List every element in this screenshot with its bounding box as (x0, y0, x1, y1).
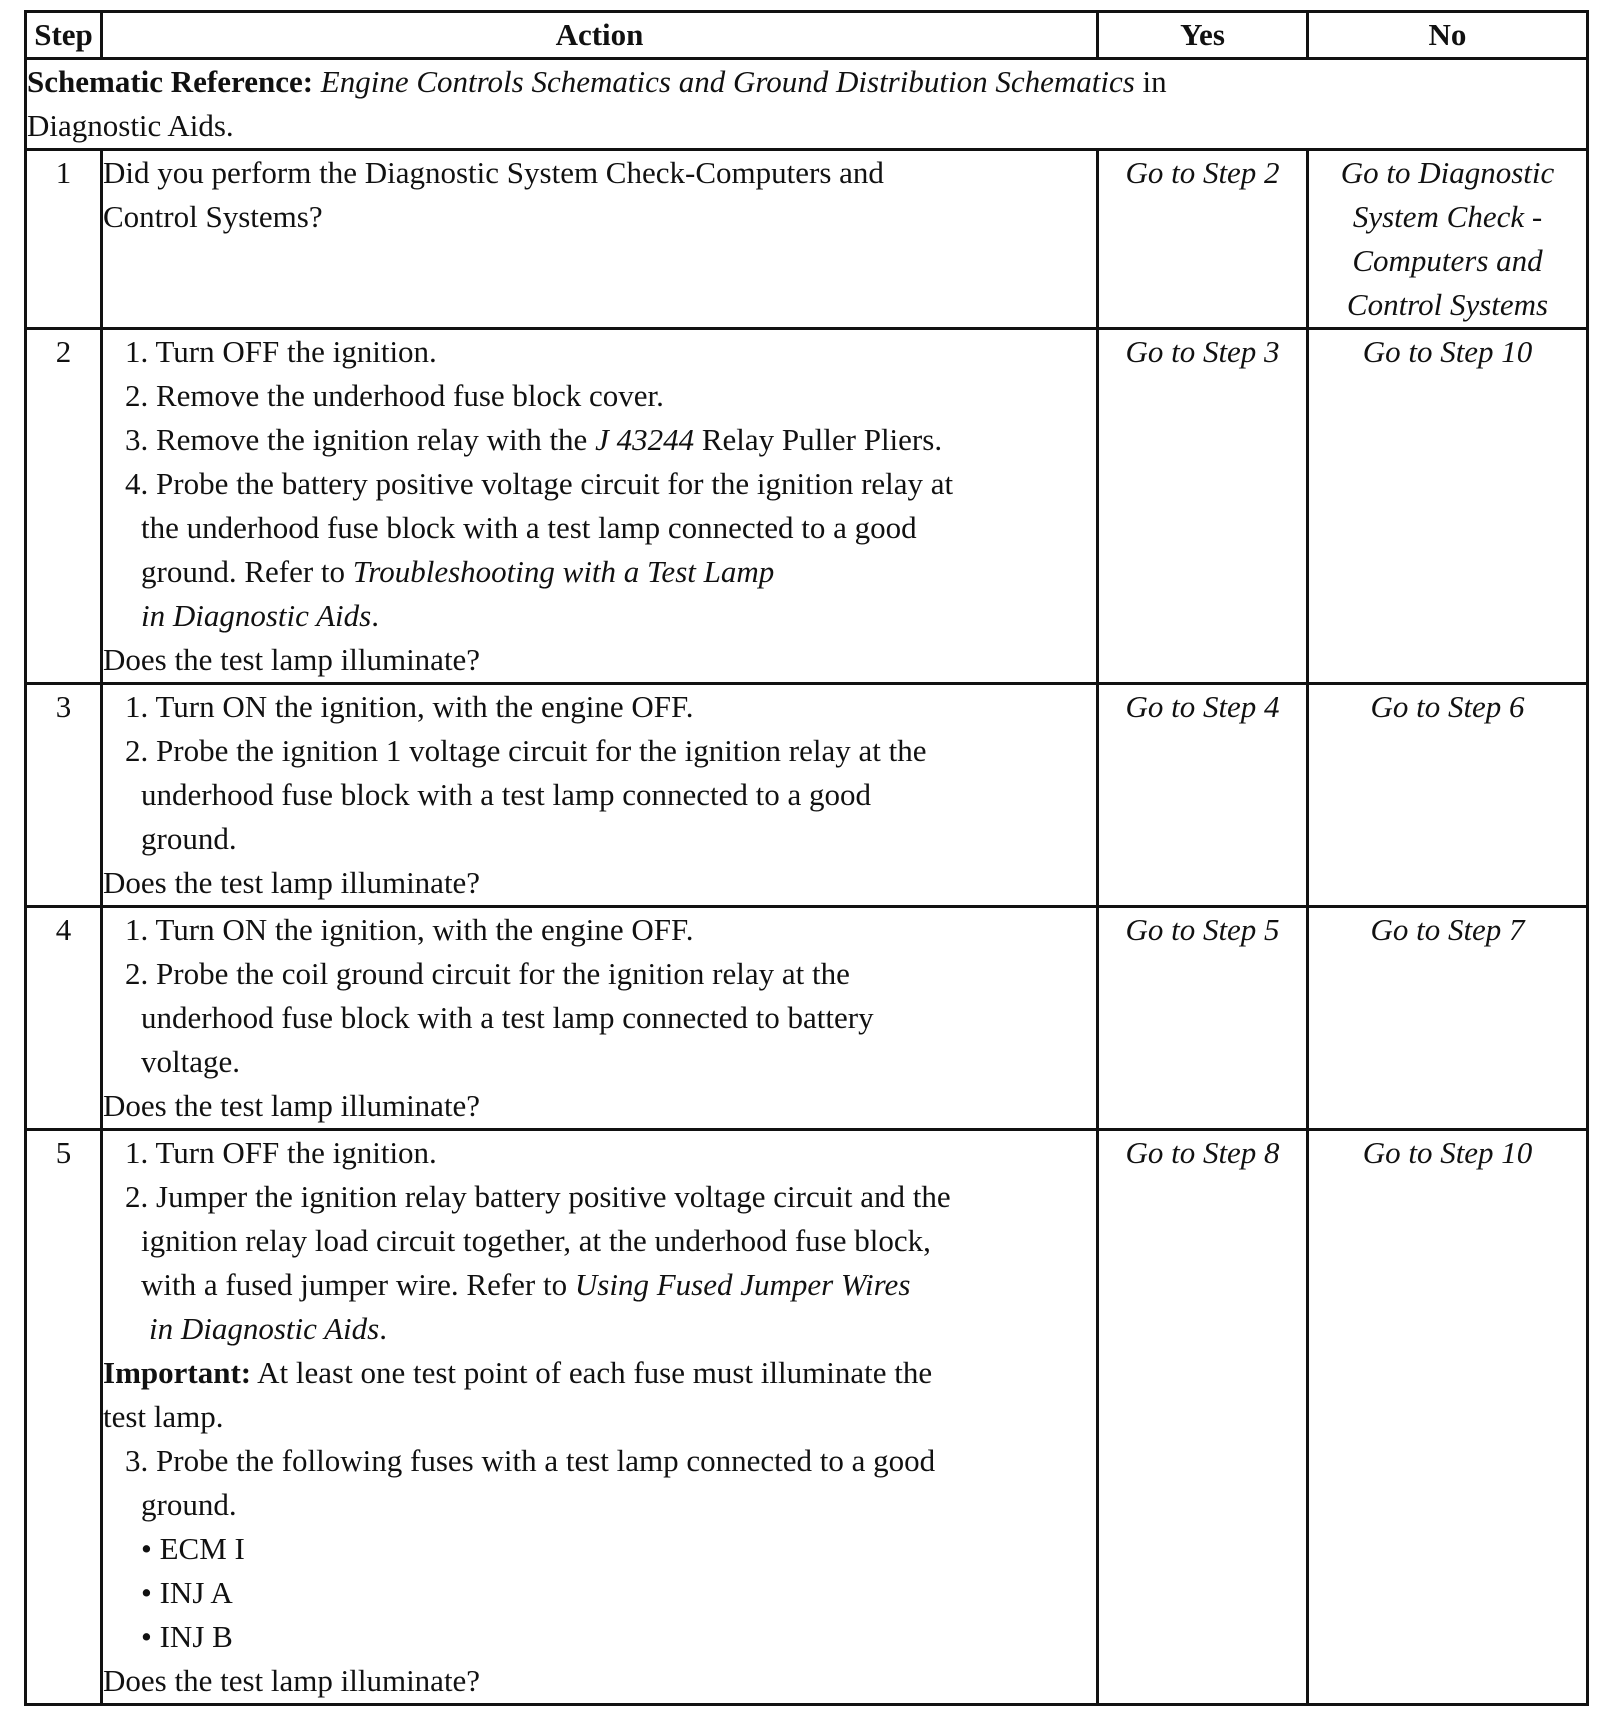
yes-cell: Go to Step 4 (1098, 684, 1308, 907)
action-question: Does the test lamp illuminate? (103, 1088, 481, 1123)
yes-cell: Go to Step 2 (1098, 150, 1308, 329)
header-row (26, 12, 1588, 59)
action-line: 1. Turn OFF the ignition. (125, 334, 437, 369)
no-line: Go to Diagnostic (1340, 155, 1555, 190)
action-line: voltage. (141, 1044, 240, 1079)
table-row (26, 907, 1588, 1130)
bullet-icon: • (141, 1619, 152, 1654)
action-line: 2. Probe the coil ground circuit for the ignition relay at the (125, 956, 850, 991)
action-line: underhood fuse block with a test lamp connected to a good (141, 777, 872, 812)
diagnostic-table (24, 10, 1589, 1706)
schematic-row (26, 59, 1588, 150)
action-question: Does the test lamp illuminate? (103, 865, 481, 900)
action-line: 2. Remove the underhood fuse block cover. (125, 378, 664, 413)
no-cell: Go to Step 10 (1308, 1130, 1588, 1705)
doc-reference: in Diagnostic Aids (141, 598, 372, 633)
action-line: underhood fuse block with a test lamp connected to battery (141, 1000, 874, 1035)
action-line: 2. Jumper the ignition relay battery positive voltage circuit and the (125, 1179, 951, 1214)
schematic-and: and (678, 64, 726, 99)
no-line: Computers and (1352, 243, 1543, 278)
doc-reference: Troubleshooting with a Test Lamp (352, 554, 775, 589)
action-text: with a fused jumper wire. Refer to (141, 1267, 568, 1302)
action-text: Relay Puller Pliers. (701, 422, 943, 457)
no-cell: Go to Step 7 (1308, 907, 1588, 1130)
step-number: 3 (26, 684, 102, 907)
action-cell (102, 1130, 1098, 1705)
schematic-label: Schematic Reference: (27, 64, 314, 99)
important-note (103, 1351, 1096, 1395)
action-line: 2. Probe the ignition 1 voltage circuit for the ignition relay at the (125, 733, 927, 768)
action-line (103, 550, 1096, 594)
step-number: 2 (26, 329, 102, 684)
fuse-list-item (103, 1615, 1096, 1659)
yes-cell: Go to Step 8 (1098, 1130, 1308, 1705)
schematic-tail: Diagnostic Aids. (27, 108, 234, 143)
bullet-icon: • (141, 1575, 152, 1610)
step-number: 4 (26, 907, 102, 1130)
fuse-name: ECM I (159, 1531, 245, 1566)
header-action: Action (102, 12, 1098, 59)
action-cell (102, 329, 1098, 684)
action-question: Does the test lamp illuminate? (103, 642, 481, 677)
doc-reference: Using Fused Jumper Wires (574, 1267, 911, 1302)
no-line: System Check - (1352, 199, 1543, 234)
no-cell: Go to Step 10 (1308, 329, 1588, 684)
table-row (26, 150, 1588, 329)
action-line: 3. Probe the following fuses with a test lamp connected to a good (125, 1443, 936, 1478)
action-text: . (379, 1311, 387, 1346)
action-text: 3. Remove the ignition relay with the (125, 422, 588, 457)
action-line: ground. (141, 1487, 237, 1522)
action-text: . (371, 598, 379, 633)
no-cell (1308, 150, 1588, 329)
schematic-ref-engine: Engine Controls Schematics (320, 64, 671, 99)
step-number: 5 (26, 1130, 102, 1705)
action-line: 1. Turn ON the ignition, with the engine OFF. (125, 912, 694, 947)
action-line: 1. Turn OFF the ignition. (125, 1135, 437, 1170)
header-step: Step (26, 12, 102, 59)
action-line: ground. (141, 821, 237, 856)
schematic-in: in (1142, 64, 1167, 99)
action-line: 4. Probe the battery positive voltage circuit for the ignition relay at (125, 466, 954, 501)
table-row (26, 329, 1588, 684)
important-label: Important: (103, 1355, 252, 1390)
action-line (103, 1307, 1096, 1351)
yes-cell: Go to Step 3 (1098, 329, 1308, 684)
action-line (103, 418, 1096, 462)
step-number: 1 (26, 150, 102, 329)
action-line: 1. Turn ON the ignition, with the engine OFF. (125, 689, 694, 724)
tool-reference: J 43244 (595, 422, 695, 457)
action-cell (102, 907, 1098, 1130)
bullet-icon: • (141, 1531, 152, 1566)
action-line: Control Systems? (103, 199, 323, 234)
important-text: At least one test point of each fuse must illuminate the (257, 1355, 933, 1390)
action-line: the underhood fuse block with a test lamp connected to a good (141, 510, 917, 545)
action-line: Did you perform the Diagnostic System Check-Computers and (103, 155, 884, 190)
table-row (26, 684, 1588, 907)
action-cell (102, 150, 1098, 329)
header-yes: Yes (1098, 12, 1308, 59)
action-line: ignition relay load circuit together, at the underhood fuse block, (141, 1223, 931, 1258)
doc-reference: in Diagnostic Aids (149, 1311, 380, 1346)
action-cell (102, 684, 1098, 907)
no-line: Control Systems (1346, 287, 1549, 322)
schematic-reference (26, 59, 1588, 150)
table-row (26, 1130, 1588, 1705)
important-text: test lamp. (103, 1399, 224, 1434)
header-no: No (1308, 12, 1588, 59)
no-cell: Go to Step 6 (1308, 684, 1588, 907)
fuse-list-item (103, 1527, 1096, 1571)
yes-cell: Go to Step 5 (1098, 907, 1308, 1130)
fuse-name: INJ A (159, 1575, 233, 1610)
fuse-name: INJ B (159, 1619, 233, 1654)
schematic-ref-ground: Ground Distribution Schematics (732, 64, 1135, 99)
action-text: ground. Refer to (141, 554, 346, 589)
action-question: Does the test lamp illuminate? (103, 1663, 481, 1698)
fuse-list-item (103, 1571, 1096, 1615)
action-line (103, 594, 1096, 638)
action-line (103, 1263, 1096, 1307)
